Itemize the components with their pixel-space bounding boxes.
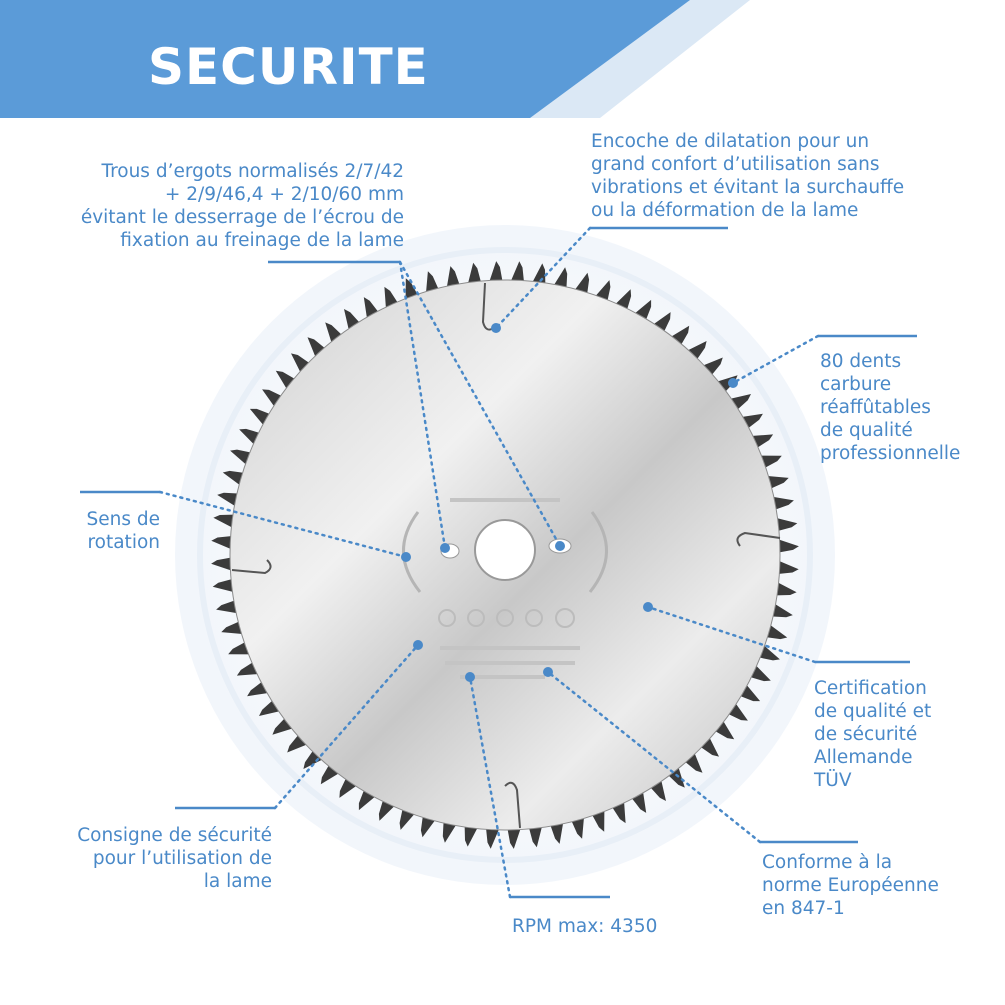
arbor-hole [475, 520, 535, 580]
callout-line: de qualité et [814, 701, 932, 722]
callout-line: ou la déformation de la lame [591, 200, 859, 221]
callout-expansion-slot [591, 130, 904, 222]
callout-line: la lame [203, 871, 272, 892]
callout-line: Certification [814, 678, 927, 699]
callout-line: professionnelle [820, 443, 961, 464]
callout-safety [77, 824, 272, 893]
rotation-dot [401, 552, 411, 562]
callout-line: vibrations et évitant la surchauffe [591, 177, 905, 198]
callout-line: carbure [820, 374, 892, 395]
callout-line: Conforme à la [762, 852, 893, 873]
callout-line: en 847-1 [762, 898, 845, 919]
callout-line: Consigne de sécurité [77, 825, 272, 846]
pin-holes-dot [440, 543, 450, 553]
callout-line: Encoche de dilatation pour un [591, 131, 870, 152]
callout-line: réaffûtables [820, 397, 931, 418]
callout-line: pour l’utilisation de [92, 848, 272, 869]
callout-line: de qualité [820, 420, 913, 441]
callout-rotation [87, 508, 161, 554]
certification-dot [643, 602, 653, 612]
callout-line: Allemande [814, 747, 913, 768]
callout-line: évitant le desserrage de l’écrou de [80, 207, 404, 228]
callout-line: fixation au freinage de la lame [120, 230, 404, 251]
callout-line: Sens de [86, 509, 160, 530]
page-title: SECURITE [148, 38, 429, 96]
callout-line: rotation [87, 532, 160, 553]
rpm-dot [465, 672, 475, 682]
teeth-dot [728, 378, 738, 388]
callout-line: TÜV [814, 770, 852, 791]
callout-rpm [512, 915, 657, 938]
callout-line: 80 dents [820, 351, 902, 372]
pin-holes-dot-2 [555, 541, 565, 551]
callout-teeth [820, 350, 960, 465]
callout-pin-holes [81, 160, 404, 252]
safety-dot [413, 640, 423, 650]
expansion-slot-dot [491, 323, 501, 333]
callout-line: norme Européenne [762, 875, 939, 896]
callout-line: Trous d’ergots normalisés 2/7/42 [101, 161, 404, 182]
callout-certification [814, 677, 931, 792]
callout-norm [762, 851, 939, 920]
callout-line: + 2/9/46,4 + 2/10/60 mm [164, 184, 404, 205]
callout-line: RPM max: 4350 [512, 916, 658, 937]
norm-dot [543, 667, 553, 677]
callout-line: grand confort d’utilisation sans [591, 154, 880, 175]
callout-line: de sécurité [814, 724, 918, 745]
